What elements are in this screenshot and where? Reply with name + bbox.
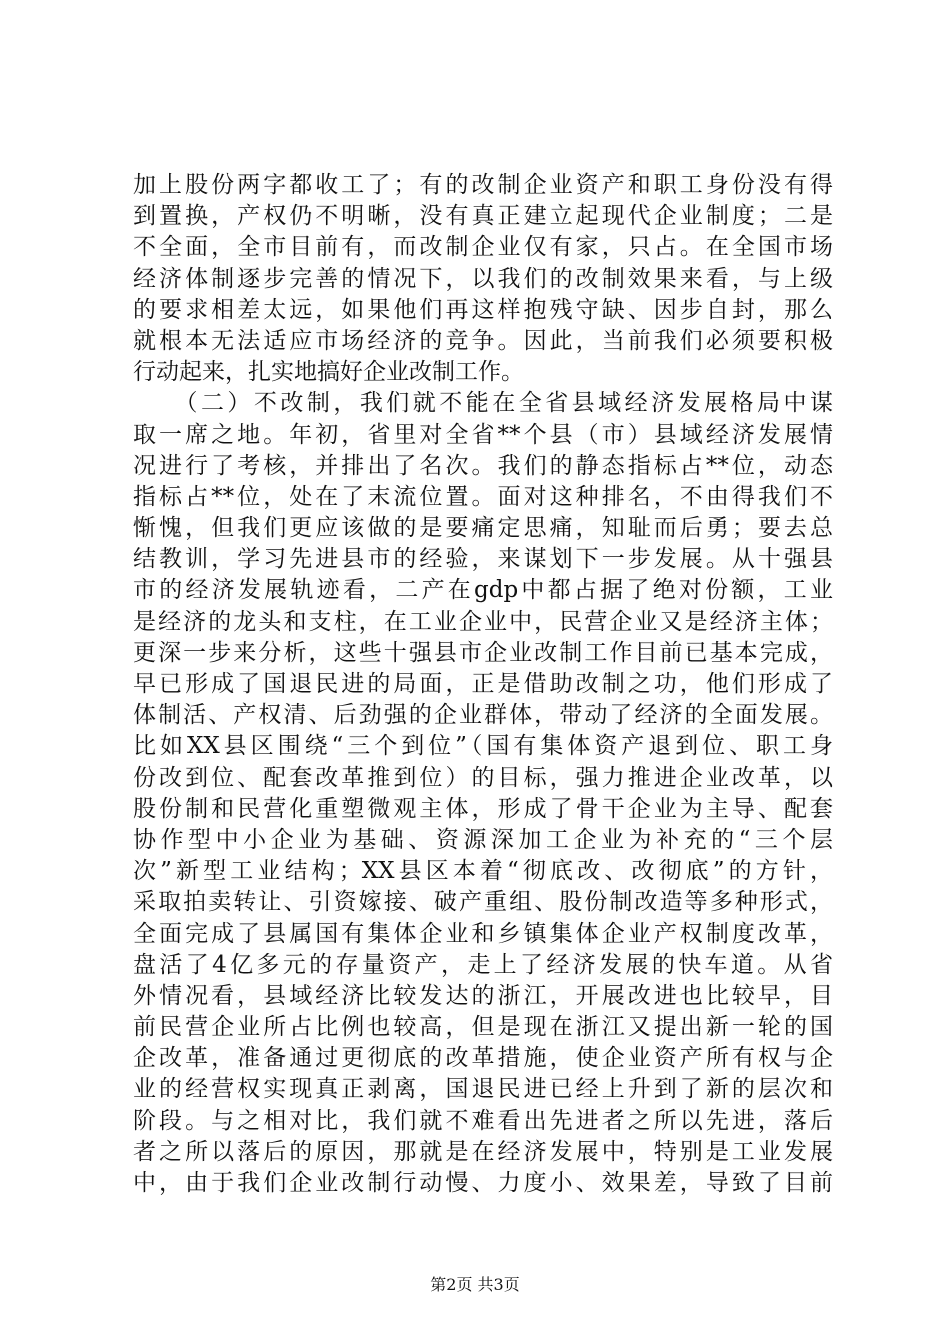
text-line: 更深一步来分析，这些十强县市企业改制工作目前已基本完成， (133, 639, 833, 666)
text-line: 股份制和民营化重塑微观主体，形成了骨干企业为主导、配套 (133, 795, 833, 822)
text-line: 惭愧，但我们更应该做的是要痛定思痛，知耻而后勇；要去总 (133, 515, 833, 542)
text-line: 到置换，产权仍不明晰，没有真正建立起现代企业制度；二是 (133, 203, 833, 230)
text-line: 体制活、产权清、后劲强的企业群体，带动了经济的全面发展。 (133, 702, 833, 729)
text-line: 采取拍卖转让、引资嫁接、破产重组、股份制改造等多种形式， (133, 889, 833, 916)
text-line: 况进行了考核，并排出了名次。我们的静态指标占**位，动态 (133, 452, 833, 479)
text-line: （二）不改制，我们就不能在全省县域经济发展格局中谋 (133, 390, 833, 417)
text-line: 前民营企业所占比例也较高，但是现在浙江又提出新一轮的国 (133, 1014, 833, 1041)
text-line: 外情况看，县域经济比较发达的浙江，开展改进也比较早，目 (133, 982, 833, 1009)
text-line: 取一席之地。年初，省里对全省**个县（市）县域经济发展情 (133, 421, 833, 448)
text-line: 者之所以落后的原因，那就是在经济发展中，特别是工业发展 (133, 1138, 833, 1165)
body-text (133, 170, 833, 1199)
text-line: 行动起来，扎实地搞好企业改制工作。 (133, 359, 524, 386)
text-line: 结教训，学习先进县市的经验，来谋划下一步发展。从十强县 (133, 546, 833, 573)
text-line: 不全面，全市目前有，而改制企业仅有家，只占。在全国市场 (133, 234, 833, 261)
text-line: 盘活了4亿多元的存量资产，走上了经济发展的快车道。从省 (133, 951, 833, 978)
text-line: 经济体制逐步完善的情况下，以我们的改制效果来看，与上级 (133, 265, 833, 292)
text-line: 全面完成了县属国有集体企业和乡镇集体企业产权制度改革， (133, 920, 833, 947)
text-line: 协作型中小企业为基础、资源深加工企业为补充的“三个层 (133, 826, 833, 853)
text-line: 市的经济发展轨迹看，二产在gdp中都占据了绝对份额，工业 (133, 577, 833, 604)
text-line: 次”新型工业结构；XX县区本着“彻底改、改彻底”的方针， (133, 858, 833, 885)
text-line: 的要求相差太远，如果他们再这样抱残守缺、因步自封，那么 (133, 296, 833, 323)
text-line: 比如XX县区围绕“三个到位”（国有集体资产退到位、职工身 (133, 733, 833, 760)
text-line: 早已形成了国退民进的局面，正是借助改制之功，他们形成了 (133, 671, 833, 697)
text-line: 指标占**位，处在了末流位置。面对这种排名，不由得我们不 (133, 483, 833, 510)
text-line: 就根本无法适应市场经济的竞争。因此，当前我们必须要积极 (133, 327, 833, 354)
text-line: 是经济的龙头和支柱，在工业企业中，民营企业又是经济主体； (133, 608, 833, 635)
text-line: 份改到位、配套改革推到位）的目标，强力推进企业改革，以 (133, 764, 833, 791)
text-line: 加上股份两字都收工了；有的改制企业资产和职工身份没有得 (133, 172, 833, 198)
text-line: 阶段。与之相对比，我们就不难看出先进者之所以先进，落后 (133, 1107, 833, 1134)
text-line: 企改革，准备通过更彻底的改革措施，使企业资产所有权与企 (133, 1045, 833, 1072)
page-footer: 第2页 共3页 (430, 1275, 520, 1294)
text-line: 业的经营权实现真正剥离，国退民进已经上升到了新的层次和 (133, 1076, 833, 1103)
text-line: 中，由于我们企业改制行动慢、力度小、效果差，导致了目前 (133, 1170, 833, 1196)
